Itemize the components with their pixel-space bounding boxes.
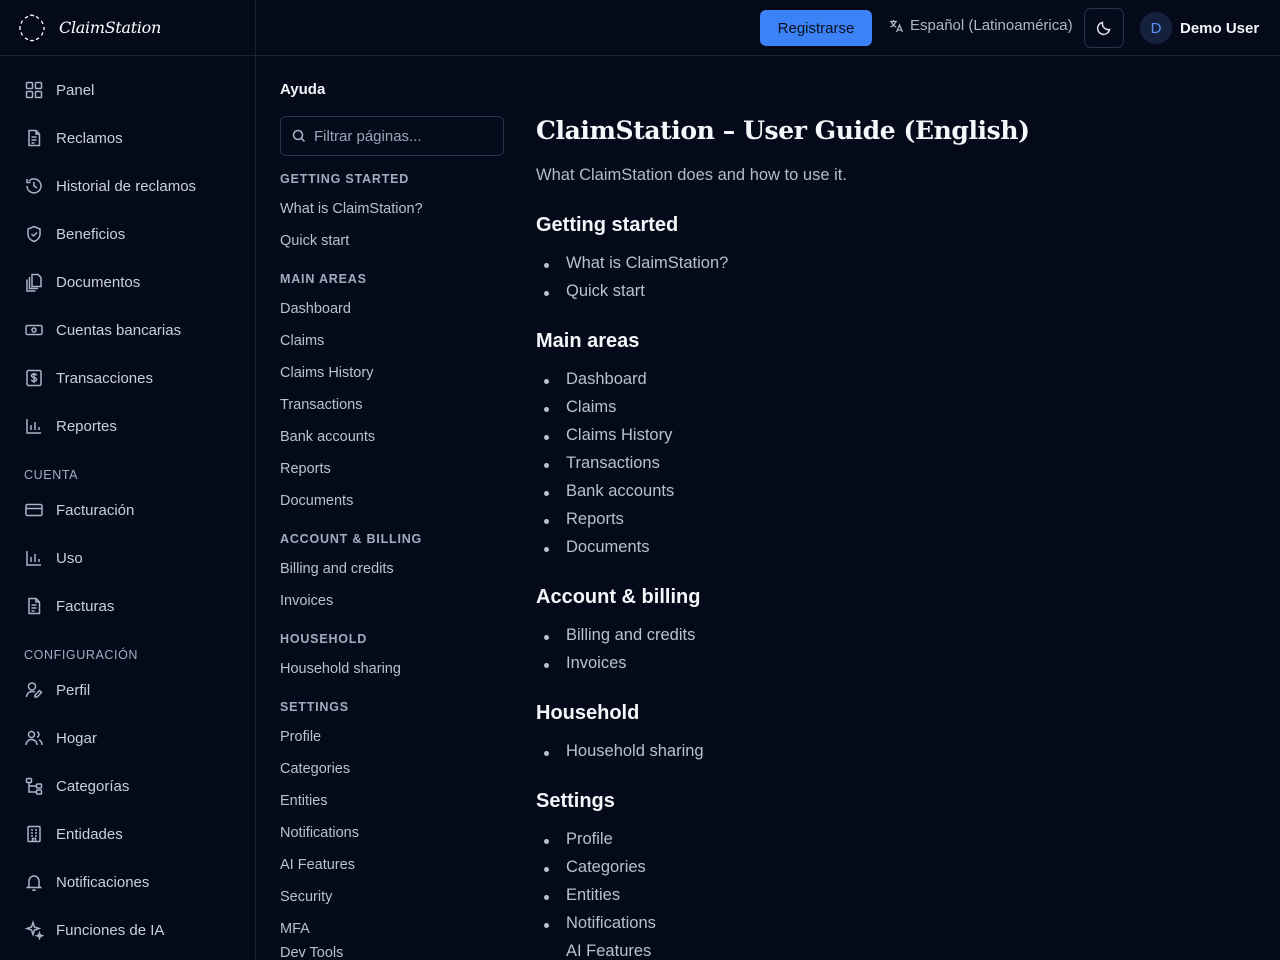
list-item[interactable]: Dashboard (566, 370, 647, 388)
help-section-main-areas: MAIN AREAS (280, 272, 367, 286)
user-menu[interactable] (1140, 12, 1259, 44)
sidebar-item-label: Uso (56, 549, 83, 567)
sidebar-item-label: Hogar (56, 729, 97, 747)
help-title: Ayuda (280, 81, 326, 98)
theme-toggle-button[interactable] (1084, 8, 1124, 48)
help-link[interactable]: Invoices (280, 593, 334, 609)
list-item[interactable]: Profile (566, 830, 613, 848)
help-link[interactable]: Transactions (280, 397, 363, 413)
help-link[interactable]: Quick start (280, 233, 350, 249)
brand[interactable] (0, 0, 255, 56)
sidebar (0, 0, 256, 960)
help-link[interactable]: AI Features (280, 857, 355, 873)
list-item[interactable]: Documents (566, 538, 650, 556)
sidebar-item-facturas[interactable] (24, 594, 114, 618)
file-text-icon (24, 596, 44, 616)
language-label: Español (Latinoamérica) (910, 17, 1073, 34)
help-link[interactable]: Reports (280, 461, 331, 477)
list-item[interactable]: Categories (566, 858, 646, 876)
history-icon (24, 176, 44, 196)
list-item[interactable]: Transactions (566, 454, 660, 472)
list-item[interactable]: Claims (566, 398, 617, 416)
list-item[interactable]: Quick start (566, 282, 645, 300)
help-link[interactable]: Security (280, 889, 333, 905)
avatar: D (1140, 12, 1172, 44)
help-link[interactable]: Categories (280, 761, 351, 777)
sidebar-section-configuracion: CONFIGURACIÓN (24, 648, 139, 662)
sidebar-item-reportes[interactable] (24, 414, 117, 438)
top-header (256, 0, 1280, 56)
help-section-getting-started: GETTING STARTED (280, 172, 410, 186)
sidebar-item-label: Beneficios (56, 225, 126, 243)
sidebar-item-uso[interactable] (24, 546, 83, 570)
sidebar-item-label: Categorías (56, 777, 130, 795)
help-link[interactable]: What is ClaimStation? (280, 201, 423, 217)
help-link[interactable]: Billing and credits (280, 561, 394, 577)
sidebar-item-label: Funciones de IA (56, 921, 165, 939)
bell-icon (24, 872, 44, 892)
help-link[interactable]: Dashboard (280, 301, 351, 317)
user-pen-icon (24, 680, 44, 700)
help-section-household: HOUSEHOLD (280, 632, 368, 646)
dollar-icon (24, 368, 44, 388)
sparkles-icon (24, 920, 44, 940)
help-link[interactable]: Bank accounts (280, 429, 376, 445)
sidebar-item-funciones-ia[interactable] (24, 918, 164, 942)
bar-chart-icon (24, 416, 44, 436)
section-heading: Settings (536, 790, 615, 812)
list-item[interactable]: What is ClaimStation? (566, 254, 729, 272)
list-item[interactable]: Notifications (566, 914, 656, 932)
sidebar-item-entidades[interactable] (24, 822, 123, 846)
banknote-icon (24, 320, 44, 340)
list-item[interactable]: Entities (566, 886, 621, 904)
sidebar-item-panel[interactable] (24, 78, 94, 102)
sidebar-item-label: Transacciones (56, 369, 153, 387)
sidebar-item-label: Panel (56, 81, 95, 99)
page-title: ClaimStation – User Guide (English) (536, 116, 1030, 145)
search-icon (291, 128, 307, 144)
list-item[interactable]: Reports (566, 510, 624, 528)
section-heading: Getting started (536, 214, 679, 236)
moon-icon (1096, 20, 1112, 36)
language-selector[interactable] (888, 17, 1073, 34)
sidebar-item-facturacion[interactable] (24, 498, 134, 522)
sidebar-item-documentos[interactable] (24, 270, 140, 294)
sidebar-item-reclamos[interactable] (24, 126, 123, 150)
sidebar-item-label: Facturas (56, 597, 115, 615)
section-heading: Account & billing (536, 586, 701, 608)
sidebar-item-transacciones[interactable] (24, 366, 153, 390)
sidebar-item-label: Historial de reclamos (56, 177, 197, 195)
page-subtitle: What ClaimStation does and how to use it. (536, 166, 847, 184)
sidebar-item-label: Documentos (56, 273, 141, 291)
list-item[interactable]: Household sharing (566, 742, 704, 760)
sidebar-item-label: Reportes (56, 417, 117, 435)
sidebar-item-cuentas-bancarias[interactable] (24, 318, 181, 342)
claimstation-logo-icon (17, 13, 47, 43)
help-link[interactable]: Notifications (280, 825, 359, 841)
sidebar-item-beneficios[interactable] (24, 222, 125, 246)
help-link[interactable]: Dev Tools (280, 945, 344, 960)
sidebar-item-label: Entidades (56, 825, 123, 843)
user-name: Demo User (1180, 19, 1260, 37)
building-icon (24, 824, 44, 844)
sidebar-item-hogar[interactable] (24, 726, 97, 750)
file-text-icon (24, 128, 44, 148)
help-section-account-billing: ACCOUNT & BILLING (280, 532, 423, 546)
register-button[interactable]: Registrarse (760, 10, 872, 46)
sidebar-item-historial[interactable] (24, 174, 196, 198)
help-link[interactable]: MFA (280, 921, 310, 937)
dashboard-icon (24, 80, 44, 100)
sidebar-item-label: Reclamos (56, 129, 123, 147)
sidebar-item-perfil[interactable] (24, 678, 90, 702)
documents-icon (24, 272, 44, 292)
list-item[interactable]: Invoices (566, 654, 627, 672)
bar-chart-icon (24, 548, 44, 568)
users-icon (24, 728, 44, 748)
help-link[interactable]: Household sharing (280, 661, 401, 677)
section-heading: Main areas (536, 330, 640, 352)
sidebar-item-notificaciones[interactable] (24, 870, 149, 894)
list-item[interactable]: Claims History (566, 426, 673, 444)
sidebar-section-cuenta: CUENTA (24, 468, 79, 482)
sidebar-item-label: Perfil (56, 681, 91, 699)
help-section-settings: SETTINGS (280, 700, 349, 714)
help-link[interactable]: Entities (280, 793, 328, 809)
translate-icon (888, 18, 904, 34)
sidebar-item-label: Facturación (56, 501, 135, 519)
sidebar-item-categorias[interactable] (24, 774, 129, 798)
brand-name: ClaimStation (59, 18, 162, 37)
sidebar-item-label: Cuentas bancarias (56, 321, 182, 339)
filter-pages-input[interactable] (314, 128, 494, 145)
help-link[interactable]: Claims (280, 333, 325, 349)
help-link[interactable]: Profile (280, 729, 322, 745)
help-link[interactable]: Documents (280, 493, 354, 509)
list-item[interactable]: Bank accounts (566, 482, 675, 500)
credit-card-icon (24, 500, 44, 520)
shield-check-icon (24, 224, 44, 244)
sidebar-item-label: Notificaciones (56, 873, 150, 891)
help-link[interactable]: Claims History (280, 365, 374, 381)
list-item[interactable]: AI Features (566, 942, 652, 960)
filter-box[interactable] (280, 116, 504, 156)
tree-icon (24, 776, 44, 796)
section-heading: Household (536, 702, 640, 724)
list-item[interactable]: Billing and credits (566, 626, 696, 644)
